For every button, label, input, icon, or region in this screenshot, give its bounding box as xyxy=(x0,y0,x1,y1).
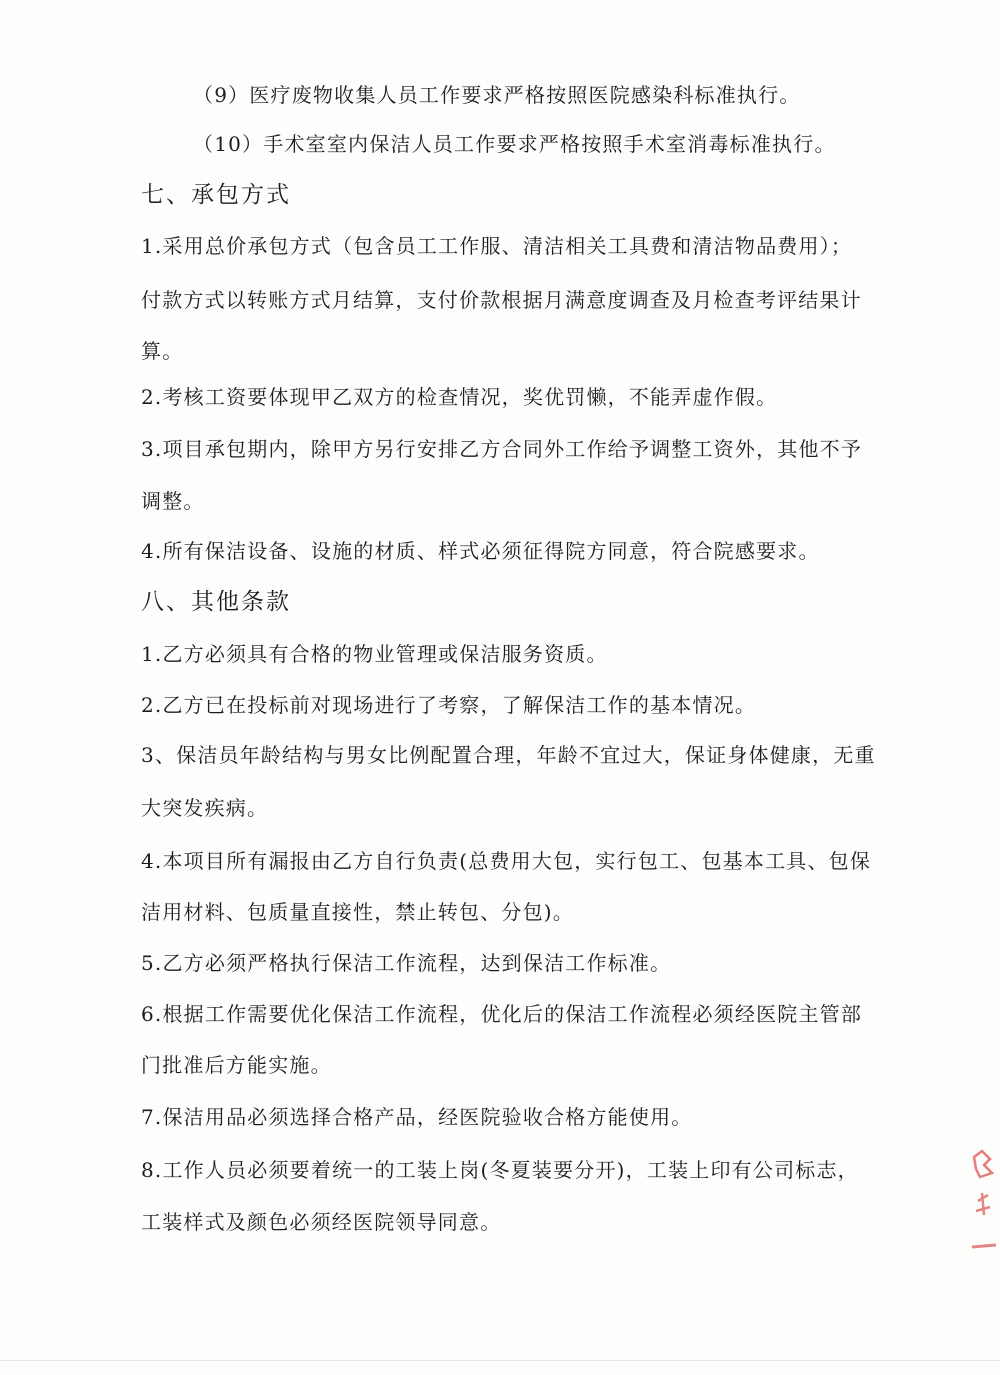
clause-7-1-line-2: 付款方式以转账方式月结算，支付价款根据月满意度调查及月检查考评结果计 xyxy=(141,288,862,312)
clause-8-1: 1.乙方必须具有合格的物业管理或保洁服务资质。 xyxy=(141,642,608,666)
seal-fragment-icon xyxy=(960,1145,1000,1275)
clause-8-2: 2.乙方已在投标前对现场进行了考察，了解保洁工作的基本情况。 xyxy=(141,693,757,717)
clause-8-5: 5.乙方必须严格执行保洁工作流程，达到保洁工作标准。 xyxy=(141,951,672,975)
clause-8-6-line-2: 门批准后方能实施。 xyxy=(141,1053,332,1077)
clause-7-1-line-1: 1.采用总价承包方式（包含员工工作服、清洁相关工具费和清洁物品费用）； xyxy=(141,234,853,258)
clause-8-8-line-1: 8.工作人员必须要着统一的工装上岗(冬夏装要分开)，工装上印有公司标志， xyxy=(141,1158,859,1182)
clause-8-4-line-1: 4.本项目所有漏报由乙方自行负责(总费用大包，实行包工、包基本工具、包保 xyxy=(141,849,872,873)
clause-7-3-line-1: 3.项目承包期内，除甲方另行安排乙方合同外工作给予调整工资外，其他不予 xyxy=(141,437,863,461)
clause-8-4-line-2: 洁用材料、包质量直接性，禁止转包、分包)。 xyxy=(141,900,575,924)
clause-7-3-line-2: 调整。 xyxy=(141,489,205,513)
clause-8-3-line-2: 大突发疾病。 xyxy=(141,796,269,820)
clause-7-2: 2.考核工资要体现甲乙双方的检查情况，奖优罚懒，不能弄虚作假。 xyxy=(141,385,778,409)
item-9: （9）医疗废物收集人员工作要求严格按照医院感染科标准执行。 xyxy=(193,83,801,107)
page-bottom-edge xyxy=(0,1360,1000,1375)
clause-8-6-line-1: 6.根据工作需要优化保洁工作流程，优化后的保洁工作流程必须经医院主管部 xyxy=(141,1002,863,1026)
clause-7-1-line-3: 算。 xyxy=(141,339,184,363)
clause-8-3-line-1: 3、保洁员年龄结构与男女比例配置合理，年龄不宜过大，保证身体健康，无重 xyxy=(141,743,876,767)
clause-7-4: 4.所有保洁设备、设施的材质、样式必须征得院方同意，符合院感要求。 xyxy=(141,539,820,563)
section-heading-7: 七、承包方式 xyxy=(141,182,291,208)
item-10: （10）手术室室内保洁人员工作要求严格按照手术室消毒标准执行。 xyxy=(193,132,836,156)
section-heading-8: 八、其他条款 xyxy=(141,589,291,615)
clause-8-8-line-2: 工装样式及颜色必须经医院领导同意。 xyxy=(141,1210,502,1234)
clause-8-7: 7.保洁用品必须选择合格产品，经医院验收合格方能使用。 xyxy=(141,1105,693,1129)
